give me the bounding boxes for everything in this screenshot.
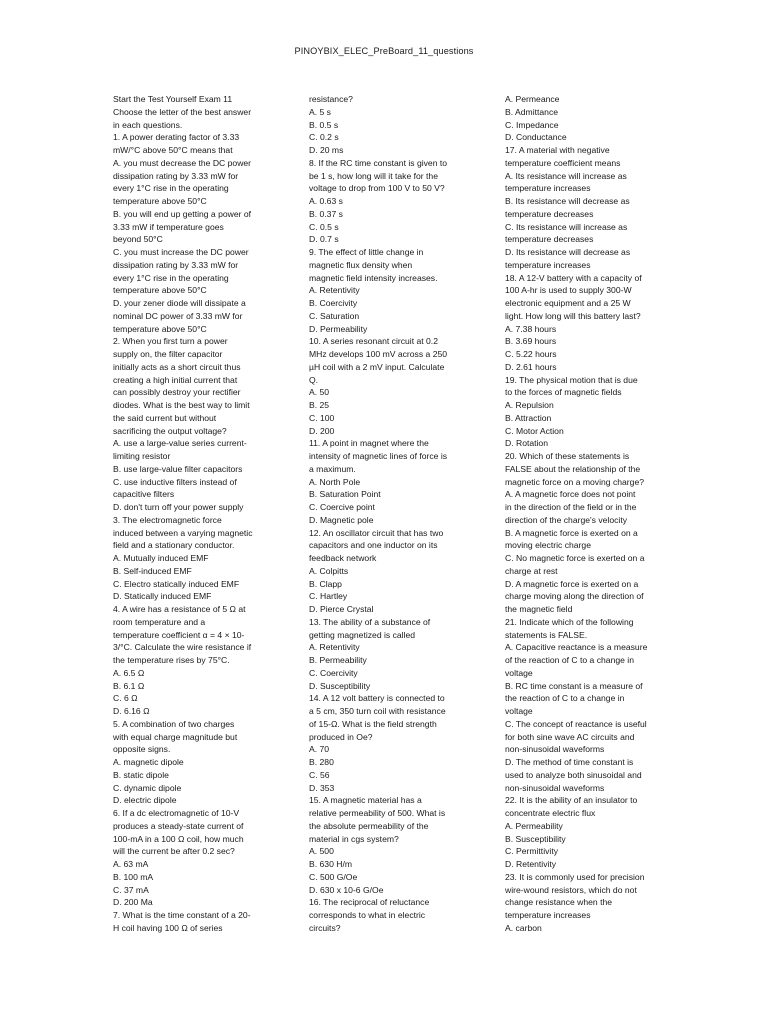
text-line: A. 6.5 Ω xyxy=(113,667,145,678)
text-line: a 5 cm, 350 turn coil with resistance xyxy=(309,706,446,716)
text-line: diodes. What is the best way to limit xyxy=(113,400,250,410)
text-line: 22. It is the ability of an insulator to xyxy=(505,795,638,806)
text-line: 19. The physical motion that is due xyxy=(505,374,638,385)
text-line: mW/°C above 50°C means that xyxy=(113,145,233,155)
text-line: the reaction of C to a change in xyxy=(505,693,625,704)
text-line: 21. Indicate which of the following xyxy=(505,616,634,627)
text-line: D. 0.7 s xyxy=(309,234,339,245)
text-line: charge moving along the direction of xyxy=(505,591,644,602)
text-line: A. 0.63 s xyxy=(309,196,343,206)
text-line: A. Repulsion xyxy=(505,400,554,410)
text-line: B. A magnetic force is exerted on a xyxy=(505,527,638,538)
text-line: Start the Test Yourself Exam 11 xyxy=(113,94,233,104)
text-line: nominal DC power of 3.33 mW for xyxy=(113,310,243,321)
text-line: C. 100 xyxy=(309,412,335,423)
text-line: H coil having 100 Ω of series xyxy=(113,922,223,933)
text-line: C. Motor Action xyxy=(505,425,564,436)
text-line: creating a high initial current that xyxy=(113,374,238,385)
text-line: limiting resistor xyxy=(113,451,171,461)
text-line: temperature above 50°C xyxy=(113,285,207,296)
text-line: magnetic flux density when xyxy=(309,259,413,270)
text-column-2 xyxy=(309,93,461,935)
text-line: D. don't turn off your power supply xyxy=(113,502,244,512)
text-line: temperature above 50°C xyxy=(113,323,207,334)
text-line: 17. A material with negative xyxy=(505,145,610,155)
text-line: A. Retentivity xyxy=(309,285,360,296)
text-column-1 xyxy=(113,93,265,935)
text-line: A. use a large-value series current- xyxy=(113,438,247,449)
text-line: MHz develops 100 mV across a 250 xyxy=(309,349,448,359)
text-line: A. magnetic dipole xyxy=(113,757,184,767)
text-line: D. Magnetic pole xyxy=(309,514,374,525)
text-line: non-sinusoidal waveforms xyxy=(505,744,605,755)
text-line: Choose the letter of the best answer xyxy=(113,106,252,117)
text-line: 2. When you first turn a power xyxy=(113,336,228,347)
text-line: 3.33 mW if temperature goes xyxy=(113,221,224,232)
text-line: beyond 50°C xyxy=(113,234,163,245)
text-line: intensity of magnetic lines of force is xyxy=(309,451,448,461)
document-title: PINOYBIX_ELEC_PreBoard_11_questions xyxy=(294,46,474,56)
text-line: A. A magnetic force does not point xyxy=(505,489,636,500)
text-line: 15. A magnetic material has a xyxy=(309,795,422,806)
text-line: B. RC time constant is a measure of xyxy=(505,680,643,691)
text-line: statements is FALSE. xyxy=(505,629,588,640)
text-line: B. Susceptibility xyxy=(505,833,566,844)
text-line: induced between a varying magnetic xyxy=(113,527,253,538)
text-line: 23. It is commonly used for precision xyxy=(505,871,645,882)
text-line: C. Coercivity xyxy=(309,667,358,678)
text-line: 8. If the RC time constant is given to xyxy=(309,157,448,168)
text-line: C. The concept of reactance is useful xyxy=(505,718,647,729)
text-line: 18. A 12-V battery with a capacity of xyxy=(505,272,642,283)
text-line: A. Capacitive reactance is a measure xyxy=(505,642,648,653)
text-line: capacitors and one inductor on its xyxy=(309,540,438,551)
text-line: 100 A-hr is used to supply 300-W xyxy=(505,285,632,296)
text-line: moving electric charge xyxy=(505,540,591,551)
text-line: wire-wound resistors, which do not xyxy=(505,884,637,895)
text-line: D. 353 xyxy=(309,782,335,793)
text-line: temperature increases xyxy=(505,910,591,920)
text-line: A. Its resistance will increase as xyxy=(505,170,627,181)
text-line: 3. The electromagnetic force xyxy=(113,514,222,525)
text-line: B. Self-induced EMF xyxy=(113,565,192,576)
text-line: C. dynamic dipole xyxy=(113,782,182,793)
text-line: charge at rest xyxy=(505,565,558,576)
text-column-3 xyxy=(505,93,657,935)
text-line: C. Coercive point xyxy=(309,502,375,512)
text-line: B. Its resistance will decrease as xyxy=(505,196,630,206)
text-line: C. Saturation xyxy=(309,310,360,321)
text-line: of 15-Ω. What is the field strength xyxy=(309,718,437,729)
text-line: 12. An oscillator circuit that has two xyxy=(309,527,444,538)
text-line: direction of the charge's velocity xyxy=(505,514,628,525)
text-line: D. 200 xyxy=(309,425,335,436)
text-line: D. your zener diode will dissipate a xyxy=(113,298,246,308)
text-line: B. 0.37 s xyxy=(309,208,343,219)
text-line: A. Permeability xyxy=(505,820,563,831)
text-line: B. 3.69 hours xyxy=(505,336,557,347)
text-line: B. static dipole xyxy=(113,769,169,780)
text-line: getting magnetized is called xyxy=(309,629,416,640)
text-line: D. Conductance xyxy=(505,132,567,143)
text-line: 13. The ability of a substance of xyxy=(309,616,431,627)
text-line: D. 630 x 10-6 G/Oe xyxy=(309,884,384,895)
text-line: B. Attraction xyxy=(505,412,552,423)
text-line: D. Susceptibility xyxy=(309,680,371,691)
text-line: initially acts as a short circuit thus xyxy=(113,361,241,372)
text-line: temperature coefficient α = 4 × 10- xyxy=(113,629,245,640)
text-line: can possibly destroy your rectifier xyxy=(113,387,241,398)
text-line: B. Coercivity xyxy=(309,298,358,308)
text-line: D. A magnetic force is exerted on a xyxy=(505,578,639,589)
text-line: C. use inductive filters instead of xyxy=(113,476,237,487)
text-line: B. 280 xyxy=(309,757,334,767)
text-line: relative permeability of 500. What is xyxy=(309,808,446,818)
text-line: 3/°C. Calculate the wire resistance if xyxy=(113,642,252,653)
text-line: C. 37 mA xyxy=(113,884,149,895)
text-line: D. 2.61 hours xyxy=(505,361,557,372)
text-line: used to analyze both sinusoidal and xyxy=(505,769,642,780)
text-line: will the current be after 0.2 sec? xyxy=(113,846,235,857)
text-line: FALSE about the relationship of the xyxy=(505,463,641,474)
text-line: µH coil with a 2 mV input. Calculate xyxy=(309,361,445,372)
text-line: A. 50 xyxy=(309,387,330,398)
text-line: 4. A wire has a resistance of 5 Ω at xyxy=(113,604,246,614)
text-line: B. Clapp xyxy=(309,578,342,589)
text-line: capacitive filters xyxy=(113,489,175,500)
text-line: A. 500 xyxy=(309,846,334,857)
text-line: concentrate electric flux xyxy=(505,808,596,818)
text-line: 6. If a dc electromagnetic of 10-V xyxy=(113,808,240,818)
text-line: A. 70 xyxy=(309,744,330,755)
text-line: dissipation rating by 3.33 mW for xyxy=(113,259,239,270)
text-line: B. use large-value filter capacitors xyxy=(113,463,243,474)
text-line: 16. The reciprocal of reluctance xyxy=(309,897,430,908)
text-line: be 1 s, how long will it take for the xyxy=(309,170,438,181)
text-line: A. carbon xyxy=(505,922,542,933)
text-line: the said current but without xyxy=(113,412,217,423)
text-line: D. 6.16 Ω xyxy=(113,706,150,716)
text-line: opposite signs. xyxy=(113,744,171,755)
text-line: D. Rotation xyxy=(505,438,548,449)
text-line: dissipation rating by 3.33 mW for xyxy=(113,170,239,181)
text-line: B. Permeability xyxy=(309,655,367,665)
text-line: every 1°C rise in the operating xyxy=(113,183,229,194)
text-line: feedback network xyxy=(309,553,377,563)
text-line: C. Its resistance will increase as xyxy=(505,221,628,232)
text-line: D. 20 ms xyxy=(309,145,344,155)
text-line: A. 63 mA xyxy=(113,859,149,869)
text-line: B. Saturation Point xyxy=(309,489,381,500)
text-line: D. The method of time constant is xyxy=(505,757,634,767)
text-line: magnetic field intensity increases. xyxy=(309,272,438,283)
text-line: C. 56 xyxy=(309,769,330,780)
text-line: B. 100 mA xyxy=(113,871,154,882)
text-line: C. 5.22 hours xyxy=(505,349,557,359)
text-line: A. 5 s xyxy=(309,106,331,117)
text-line: D. electric dipole xyxy=(113,795,177,806)
text-line: produces a steady-state current of xyxy=(113,820,244,831)
text-line: temperature decreases xyxy=(505,234,594,245)
text-line: temperature increases xyxy=(505,183,591,194)
text-line: 5. A combination of two charges xyxy=(113,718,235,729)
text-line: 1. A power derating factor of 3.33 xyxy=(113,132,240,143)
text-line: corresponds to what in electric xyxy=(309,910,426,920)
text-line: room temperature and a xyxy=(113,616,206,627)
text-line: B. Admittance xyxy=(505,106,559,117)
text-line: the temperature rises by 75°C. xyxy=(113,655,230,665)
text-line: D. Retentivity xyxy=(505,859,557,869)
text-line: C. No magnetic force is exerted on a xyxy=(505,553,645,563)
text-line: Q. xyxy=(309,374,319,385)
text-line: A. Retentivity xyxy=(309,642,360,653)
text-line: A. Mutually induced EMF xyxy=(113,553,209,563)
text-line: 10. A series resonant circuit at 0.2 xyxy=(309,336,438,347)
text-line: 100-mA in a 100 Ω coil, how much xyxy=(113,833,244,844)
text-line: C. 0.5 s xyxy=(309,221,339,232)
text-line: C. you must increase the DC power xyxy=(113,247,249,257)
text-line: 7. What is the time constant of a 20- xyxy=(113,910,251,920)
text-line: electronic equipment and a 25 W xyxy=(505,298,631,308)
text-line: in each questions. xyxy=(113,119,183,130)
text-line: A. 7.38 hours xyxy=(505,323,557,334)
text-line: voltage to drop from 100 V to 50 V? xyxy=(309,183,445,194)
text-line: 20. Which of these statements is xyxy=(505,451,630,461)
text-line: field and a stationary conductor. xyxy=(113,540,235,551)
text-line: supply on, the filter capacitor xyxy=(113,349,223,359)
text-line: A. North Pole xyxy=(309,476,361,487)
text-line: 14. A 12 volt battery is connected to xyxy=(309,693,445,704)
text-line: C. 500 G/Oe xyxy=(309,871,358,882)
text-line: C. 0.2 s xyxy=(309,132,339,143)
text-line: D. Its resistance will decrease as xyxy=(505,247,631,257)
text-line: D. Permeability xyxy=(309,323,368,334)
text-line: B. 0.5 s xyxy=(309,119,339,130)
text-line: of the reaction of C to a change in xyxy=(505,655,634,665)
text-line: C. Permittivity xyxy=(505,846,558,857)
text-line: temperature increases xyxy=(505,259,591,270)
text-line: C. Impedance xyxy=(505,119,559,130)
text-line: C. 6 Ω xyxy=(113,693,138,704)
text-line: with equal charge magnitude but xyxy=(113,731,238,742)
text-line: D. Pierce Crystal xyxy=(309,604,374,614)
text-line: D. Statically induced EMF xyxy=(113,591,212,602)
text-line: for both sine wave AC circuits and xyxy=(505,731,635,742)
text-line: B. 25 xyxy=(309,400,330,410)
text-line: voltage xyxy=(505,706,533,716)
text-line: to the forces of magnetic fields xyxy=(505,387,622,398)
text-line: non-sinusoidal waveforms xyxy=(505,782,605,793)
text-line: sacrificing the output voltage? xyxy=(113,425,227,436)
text-line: 11. A point in magnet where the xyxy=(309,438,429,449)
text-line: C. Electro statically induced EMF xyxy=(113,578,240,589)
text-line: B. you will end up getting a power of xyxy=(113,208,252,219)
text-line: A. you must decrease the DC power xyxy=(113,157,252,168)
text-line: D. 200 Ma xyxy=(113,897,153,908)
text-line: circuits? xyxy=(309,922,341,933)
text-line: A. Permeance xyxy=(505,94,560,104)
text-line: magnetic force on a moving charge? xyxy=(505,476,645,487)
text-line: every 1°C rise in the operating xyxy=(113,272,229,283)
text-line: temperature above 50°C xyxy=(113,196,207,206)
text-line: resistance? xyxy=(309,94,353,104)
text-line: temperature decreases xyxy=(505,208,594,219)
text-line: a maximum. xyxy=(309,463,356,474)
text-line: change resistance when the xyxy=(505,897,613,908)
text-line: 9. The effect of little change in xyxy=(309,247,424,257)
text-line: produced in Oe? xyxy=(309,731,373,742)
text-line: voltage xyxy=(505,667,533,678)
text-line: the absolute permeability of the xyxy=(309,820,429,831)
text-line: material in cgs system? xyxy=(309,833,399,844)
text-line: C. Hartley xyxy=(309,591,348,602)
text-line: B. 630 H/m xyxy=(309,859,352,869)
text-line: A. Colpitts xyxy=(309,565,349,576)
text-line: in the direction of the field or in the xyxy=(505,502,637,512)
text-line: temperature coefficient means xyxy=(505,157,621,168)
text-line: the magnetic field xyxy=(505,604,573,614)
text-line: B. 6.1 Ω xyxy=(113,680,145,691)
text-line: light. How long will this battery last? xyxy=(505,310,641,321)
